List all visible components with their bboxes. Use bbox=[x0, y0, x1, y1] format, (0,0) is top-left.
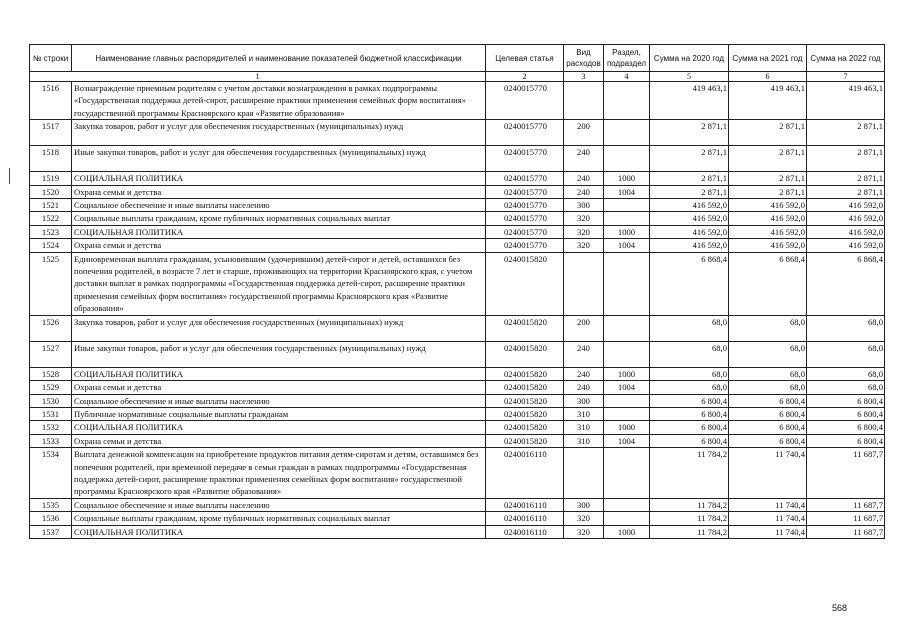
cell-razdel bbox=[604, 498, 650, 511]
table-row bbox=[30, 315, 885, 341]
cell-razdel bbox=[604, 394, 650, 407]
page-number: 568 bbox=[832, 603, 848, 613]
cell-sum-2022: 6 800,4 bbox=[807, 394, 885, 407]
cell-razdel: 1004 bbox=[604, 381, 650, 394]
cell-sum-2021: 68,0 bbox=[729, 367, 807, 380]
cell-sum-2022: 2 871,1 bbox=[807, 172, 885, 185]
table-row bbox=[30, 394, 885, 407]
cell-sum-2022: 2 871,1 bbox=[807, 120, 885, 146]
cell-sum-2022: 419 463,1 bbox=[807, 82, 885, 120]
cell-sum-2020: 6 868,4 bbox=[650, 252, 729, 315]
table-row bbox=[30, 82, 885, 120]
cell-name: Вознаграждение приемным родителям с учетом доставки вознаграждения в рамках подпрограммы «Государственная поддержка детей-сирот, расширение практики применения семейных форм воспитания» государственной программы Красноярского края «Развитие образования» bbox=[72, 82, 486, 120]
column-number: 4 bbox=[604, 72, 650, 82]
cell-name: СОЦИАЛЬНАЯ ПОЛИТИКА bbox=[72, 225, 486, 238]
column-number-row bbox=[30, 72, 885, 82]
cell-sum-2020: 6 800,4 bbox=[650, 407, 729, 420]
cell-sum-2022: 6 800,4 bbox=[807, 421, 885, 434]
table-row bbox=[30, 225, 885, 238]
cell-name: Охрана семьи и детства bbox=[72, 434, 486, 447]
cell-row-number: 1526 bbox=[30, 315, 72, 341]
cell-sum-2020: 416 592,0 bbox=[650, 225, 729, 238]
cell-row-number: 1516 bbox=[30, 82, 72, 120]
header-row-no: № строки bbox=[30, 45, 72, 72]
cell-sum-2020: 11 784,2 bbox=[650, 448, 729, 499]
cell-target-code: 0240015820 bbox=[486, 434, 564, 447]
header-target: Целевая статья bbox=[486, 45, 564, 72]
cell-target-code: 0240015770 bbox=[486, 82, 564, 120]
cell-row-number: 1534 bbox=[30, 448, 72, 499]
cell-vid: 310 bbox=[564, 421, 604, 434]
cell-sum-2021: 416 592,0 bbox=[729, 239, 807, 252]
cell-sum-2021: 2 871,1 bbox=[729, 146, 807, 172]
cell-sum-2020: 416 592,0 bbox=[650, 199, 729, 212]
cell-razdel bbox=[604, 82, 650, 120]
cell-target-code: 0240015770 bbox=[486, 199, 564, 212]
column-number: 1 bbox=[30, 72, 486, 82]
cell-vid: 320 bbox=[564, 525, 604, 538]
table-row bbox=[30, 185, 885, 198]
table-row bbox=[30, 381, 885, 394]
table-row bbox=[30, 212, 885, 225]
cell-razdel bbox=[604, 315, 650, 341]
cell-row-number: 1531 bbox=[30, 407, 72, 420]
cell-name: СОЦИАЛЬНАЯ ПОЛИТИКА bbox=[72, 525, 486, 538]
cell-target-code: 0240015770 bbox=[486, 239, 564, 252]
cell-vid: 320 bbox=[564, 512, 604, 525]
cell-row-number: 1536 bbox=[30, 512, 72, 525]
cell-sum-2022: 416 592,0 bbox=[807, 239, 885, 252]
cell-razdel: 1000 bbox=[604, 525, 650, 538]
cell-vid: 320 bbox=[564, 239, 604, 252]
cell-razdel: 1004 bbox=[604, 434, 650, 447]
cell-name: Выплата денежной компенсации на приобретение продуктов питания детям-сиротам и детям, оставшимся без попечения родителей, при временной передаче в семьи граждан в рамках подпрограммы «Государственная поддержка детей-сирот, расширение практики применения семейных форм воспитания» государственной программы Красноярского края «Развитие образования» bbox=[72, 448, 486, 499]
table-row bbox=[30, 120, 885, 146]
cell-name: СОЦИАЛЬНАЯ ПОЛИТИКА bbox=[72, 172, 486, 185]
cell-target-code: 0240015770 bbox=[486, 212, 564, 225]
cell-name: Закупка товаров, работ и услуг для обеспечения государственных (муниципальных) нужд bbox=[72, 315, 486, 341]
cell-target-code: 0240015820 bbox=[486, 421, 564, 434]
column-number: 5 bbox=[650, 72, 729, 82]
cell-name: Охрана семьи и детства bbox=[72, 381, 486, 394]
header-row bbox=[30, 45, 885, 72]
cell-target-code: 0240015770 bbox=[486, 146, 564, 172]
cell-vid: 310 bbox=[564, 434, 604, 447]
cell-sum-2021: 2 871,1 bbox=[729, 120, 807, 146]
cell-name: Закупка товаров, работ и услуг для обеспечения государственных (муниципальных) нужд bbox=[72, 120, 486, 146]
cell-name: Иные закупки товаров, работ и услуг для обеспечения государственных (муниципальных) нужд bbox=[72, 341, 486, 367]
table-row bbox=[30, 525, 885, 538]
table-row bbox=[30, 421, 885, 434]
cell-sum-2020: 2 871,1 bbox=[650, 172, 729, 185]
header-razdel: Раздел, подраздел bbox=[604, 45, 650, 72]
table-row bbox=[30, 146, 885, 172]
cell-row-number: 1518 bbox=[30, 146, 72, 172]
cell-sum-2022: 68,0 bbox=[807, 367, 885, 380]
cell-sum-2020: 68,0 bbox=[650, 341, 729, 367]
cell-vid: 300 bbox=[564, 199, 604, 212]
cell-row-number: 1525 bbox=[30, 252, 72, 315]
cell-name: Иные закупки товаров, работ и услуг для обеспечения государственных (муниципальных) нужд bbox=[72, 146, 486, 172]
cell-vid: 240 bbox=[564, 185, 604, 198]
cell-sum-2021: 68,0 bbox=[729, 341, 807, 367]
cell-target-code: 0240016110 bbox=[486, 498, 564, 511]
cell-sum-2020: 68,0 bbox=[650, 315, 729, 341]
column-number: 7 bbox=[807, 72, 885, 82]
cell-target-code: 0240015770 bbox=[486, 120, 564, 146]
cell-name: Единовременная выплата гражданам, усыновившим (удочерившим) детей-сирот и детей, оставшихся без попечения родителей, в возрасте 7 лет и старше, проживающих на территории Красноярского края, с учетом доставки выплат в рамках подпрограммы «Государственная поддержка детей-сирот, расширение практики применения семейных форм воспитания» государственной программы Красноярского края «Развитие образования» bbox=[72, 252, 486, 315]
cell-razdel: 1004 bbox=[604, 185, 650, 198]
cell-sum-2020: 2 871,1 bbox=[650, 146, 729, 172]
cell-razdel: 1004 bbox=[604, 239, 650, 252]
cell-sum-2022: 11 687,7 bbox=[807, 525, 885, 538]
cell-sum-2020: 6 800,4 bbox=[650, 421, 729, 434]
table-row bbox=[30, 512, 885, 525]
cell-target-code: 0240015820 bbox=[486, 394, 564, 407]
cell-vid bbox=[564, 252, 604, 315]
cell-target-code: 0240016110 bbox=[486, 512, 564, 525]
cell-row-number: 1528 bbox=[30, 367, 72, 380]
cell-sum-2020: 6 800,4 bbox=[650, 434, 729, 447]
cell-row-number: 1520 bbox=[30, 185, 72, 198]
table-row bbox=[30, 199, 885, 212]
cell-razdel: 1000 bbox=[604, 421, 650, 434]
document-page bbox=[29, 44, 884, 539]
table-row bbox=[30, 407, 885, 420]
cell-target-code: 0240016110 bbox=[486, 448, 564, 499]
margin-mark bbox=[9, 168, 10, 184]
cell-row-number: 1532 bbox=[30, 421, 72, 434]
cell-sum-2021: 6 800,4 bbox=[729, 434, 807, 447]
cell-name: СОЦИАЛЬНАЯ ПОЛИТИКА bbox=[72, 421, 486, 434]
cell-sum-2020: 2 871,1 bbox=[650, 185, 729, 198]
cell-row-number: 1529 bbox=[30, 381, 72, 394]
cell-target-code: 0240015820 bbox=[486, 341, 564, 367]
cell-vid: 240 bbox=[564, 172, 604, 185]
table-row bbox=[30, 341, 885, 367]
cell-sum-2021: 416 592,0 bbox=[729, 199, 807, 212]
cell-sum-2021: 68,0 bbox=[729, 315, 807, 341]
cell-sum-2020: 416 592,0 bbox=[650, 239, 729, 252]
cell-row-number: 1537 bbox=[30, 525, 72, 538]
cell-vid: 240 bbox=[564, 341, 604, 367]
cell-sum-2021: 6 800,4 bbox=[729, 421, 807, 434]
cell-vid: 200 bbox=[564, 315, 604, 341]
cell-sum-2022: 2 871,1 bbox=[807, 185, 885, 198]
budget-table bbox=[29, 44, 885, 539]
table-body bbox=[30, 82, 885, 539]
cell-sum-2020: 11 784,2 bbox=[650, 498, 729, 511]
header-sum-2021: Сумма на 2021 год bbox=[729, 45, 807, 72]
cell-sum-2021: 416 592,0 bbox=[729, 212, 807, 225]
cell-name: Социальное обеспечение и иные выплаты населению bbox=[72, 199, 486, 212]
cell-name: Социальные выплаты гражданам, кроме публичных нормативных социальных выплат bbox=[72, 512, 486, 525]
cell-vid: 300 bbox=[564, 498, 604, 511]
cell-sum-2021: 68,0 bbox=[729, 381, 807, 394]
cell-vid: 240 bbox=[564, 367, 604, 380]
cell-vid bbox=[564, 448, 604, 499]
table-row bbox=[30, 448, 885, 499]
table-row bbox=[30, 239, 885, 252]
cell-razdel: 1000 bbox=[604, 367, 650, 380]
cell-razdel: 1000 bbox=[604, 172, 650, 185]
cell-vid: 320 bbox=[564, 212, 604, 225]
cell-sum-2022: 416 592,0 bbox=[807, 212, 885, 225]
cell-sum-2020: 68,0 bbox=[650, 381, 729, 394]
cell-row-number: 1519 bbox=[30, 172, 72, 185]
cell-name: Охрана семьи и детства bbox=[72, 239, 486, 252]
cell-sum-2020: 11 784,2 bbox=[650, 525, 729, 538]
table-row bbox=[30, 252, 885, 315]
cell-row-number: 1527 bbox=[30, 341, 72, 367]
cell-sum-2020: 11 784,2 bbox=[650, 512, 729, 525]
cell-row-number: 1530 bbox=[30, 394, 72, 407]
cell-razdel bbox=[604, 212, 650, 225]
cell-razdel bbox=[604, 407, 650, 420]
cell-sum-2022: 68,0 bbox=[807, 341, 885, 367]
cell-sum-2022: 6 868,4 bbox=[807, 252, 885, 315]
cell-sum-2020: 419 463,1 bbox=[650, 82, 729, 120]
cell-row-number: 1517 bbox=[30, 120, 72, 146]
cell-vid: 300 bbox=[564, 394, 604, 407]
table-row bbox=[30, 367, 885, 380]
cell-sum-2021: 11 740,4 bbox=[729, 525, 807, 538]
cell-razdel bbox=[604, 448, 650, 499]
cell-target-code: 0240015820 bbox=[486, 407, 564, 420]
cell-sum-2021: 419 463,1 bbox=[729, 82, 807, 120]
cell-vid: 320 bbox=[564, 225, 604, 238]
header-sum-2022: Сумма на 2022 год bbox=[807, 45, 885, 72]
cell-sum-2022: 11 687,7 bbox=[807, 512, 885, 525]
cell-razdel bbox=[604, 341, 650, 367]
cell-row-number: 1535 bbox=[30, 498, 72, 511]
cell-sum-2021: 2 871,1 bbox=[729, 172, 807, 185]
cell-sum-2022: 11 687,7 bbox=[807, 498, 885, 511]
cell-target-code: 0240016110 bbox=[486, 525, 564, 538]
cell-sum-2022: 68,0 bbox=[807, 381, 885, 394]
cell-sum-2021: 11 740,4 bbox=[729, 498, 807, 511]
cell-target-code: 0240015820 bbox=[486, 252, 564, 315]
column-number: 6 bbox=[729, 72, 807, 82]
cell-vid: 240 bbox=[564, 381, 604, 394]
cell-razdel bbox=[604, 199, 650, 212]
cell-vid: 310 bbox=[564, 407, 604, 420]
cell-sum-2021: 6 800,4 bbox=[729, 407, 807, 420]
table-row bbox=[30, 434, 885, 447]
cell-sum-2021: 6 800,4 bbox=[729, 394, 807, 407]
cell-sum-2022: 6 800,4 bbox=[807, 434, 885, 447]
cell-sum-2021: 416 592,0 bbox=[729, 225, 807, 238]
cell-sum-2021: 2 871,1 bbox=[729, 185, 807, 198]
cell-razdel bbox=[604, 146, 650, 172]
cell-sum-2020: 6 800,4 bbox=[650, 394, 729, 407]
column-number: 3 bbox=[564, 72, 604, 82]
cell-sum-2022: 6 800,4 bbox=[807, 407, 885, 420]
cell-razdel bbox=[604, 252, 650, 315]
cell-target-code: 0240015820 bbox=[486, 315, 564, 341]
cell-target-code: 0240015770 bbox=[486, 185, 564, 198]
cell-row-number: 1523 bbox=[30, 225, 72, 238]
cell-sum-2020: 68,0 bbox=[650, 367, 729, 380]
header-vid: Вид расходов bbox=[564, 45, 604, 72]
cell-sum-2020: 2 871,1 bbox=[650, 120, 729, 146]
cell-sum-2022: 11 687,7 bbox=[807, 448, 885, 499]
cell-vid: 240 bbox=[564, 146, 604, 172]
cell-target-code: 0240015770 bbox=[486, 225, 564, 238]
header-name: Наименование главных распорядителей и наименование показателей бюджетной классификации bbox=[72, 45, 486, 72]
cell-sum-2020: 416 592,0 bbox=[650, 212, 729, 225]
cell-vid bbox=[564, 82, 604, 120]
cell-sum-2022: 416 592,0 bbox=[807, 225, 885, 238]
cell-sum-2022: 416 592,0 bbox=[807, 199, 885, 212]
cell-name: СОЦИАЛЬНАЯ ПОЛИТИКА bbox=[72, 367, 486, 380]
column-number: 2 bbox=[486, 72, 564, 82]
cell-target-code: 0240015820 bbox=[486, 367, 564, 380]
cell-sum-2021: 6 868,4 bbox=[729, 252, 807, 315]
cell-row-number: 1522 bbox=[30, 212, 72, 225]
cell-razdel: 1000 bbox=[604, 225, 650, 238]
cell-name: Социальные выплаты гражданам, кроме публичных нормативных социальных выплат bbox=[72, 212, 486, 225]
table-row bbox=[30, 498, 885, 511]
cell-row-number: 1533 bbox=[30, 434, 72, 447]
cell-sum-2022: 2 871,1 bbox=[807, 146, 885, 172]
cell-sum-2022: 68,0 bbox=[807, 315, 885, 341]
cell-name: Социальное обеспечение и иные выплаты населению bbox=[72, 394, 486, 407]
cell-sum-2021: 11 740,4 bbox=[729, 448, 807, 499]
cell-target-code: 0240015820 bbox=[486, 381, 564, 394]
cell-sum-2021: 11 740,4 bbox=[729, 512, 807, 525]
cell-row-number: 1524 bbox=[30, 239, 72, 252]
cell-razdel bbox=[604, 120, 650, 146]
cell-name: Охрана семьи и детства bbox=[72, 185, 486, 198]
cell-name: Социальное обеспечение и иные выплаты населению bbox=[72, 498, 486, 511]
table-row bbox=[30, 172, 885, 185]
cell-target-code: 0240015770 bbox=[486, 172, 564, 185]
cell-razdel bbox=[604, 512, 650, 525]
cell-vid: 200 bbox=[564, 120, 604, 146]
cell-name: Публичные нормативные социальные выплаты гражданам bbox=[72, 407, 486, 420]
cell-row-number: 1521 bbox=[30, 199, 72, 212]
header-sum-2020: Сумма на 2020 год bbox=[650, 45, 729, 72]
